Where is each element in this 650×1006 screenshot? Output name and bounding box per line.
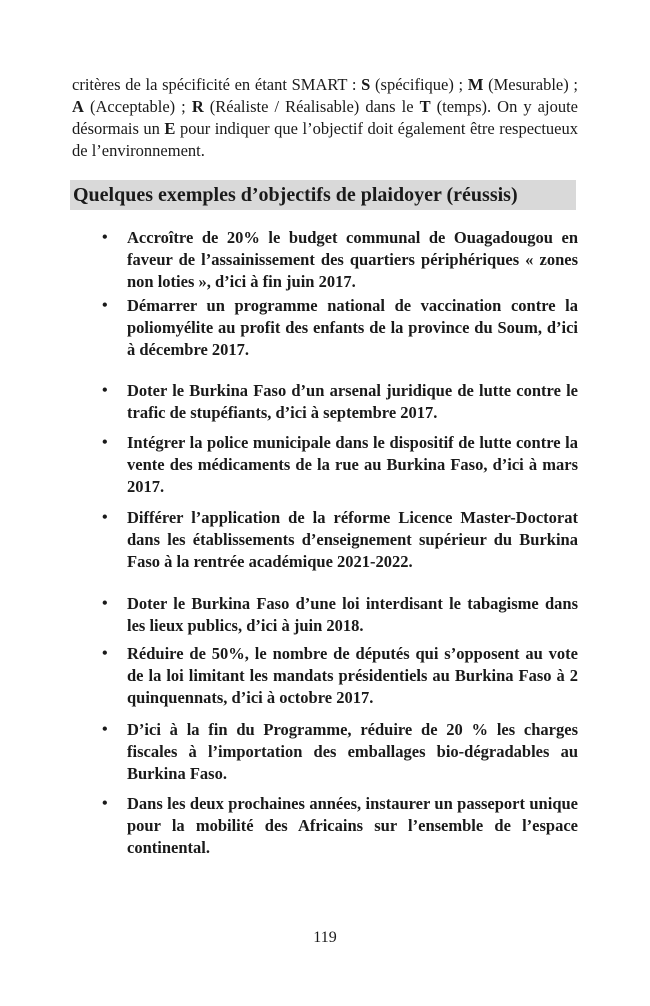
intro-text-5: (Réaliste / Réalisable) dans le — [203, 97, 420, 116]
list-item-text: Différer l’application de la réforme Licence Master-Doctorat dans les établissements d’enseignement supérieur du Burkina Faso à la rentrée académique 2021-2022. — [127, 508, 578, 571]
letter-e: E — [164, 119, 176, 138]
list-item-text: Doter le Burkina Faso d’un arsenal juridique de lutte contre le trafic de stupéfiants, d’ici à septembre 2017. — [127, 381, 578, 422]
letter-s: S — [361, 75, 371, 94]
intro-text-1: critères de la spécificité en étant SMART : — [72, 75, 362, 94]
list-item-text: Démarrer un programme national de vaccination contre la poliomyélite au profit des enfants de la province du Soum, d’ici à décembre 2017. — [127, 296, 578, 359]
list-item-text: Accroître de 20% le budget communal de Ouagadougou en faveur de l’assainissement des quartiers périphériques « zones non loties », d’ici à fin juin 2017. — [127, 228, 578, 291]
bullet-icon: • — [102, 509, 108, 526]
letter-t: T — [419, 97, 431, 116]
letter-m: M — [467, 75, 484, 94]
bullet-icon: • — [102, 795, 108, 812]
intro-text-3: (Mesurable) ; — [483, 75, 579, 94]
bullet-icon: • — [102, 721, 108, 738]
bullet-icon: • — [102, 382, 108, 399]
list-item-text: Intégrer la police municipale dans le dispositif de lutte contre la vente des médicaments de la rue au Burkina Faso, d’ici à mars 2017. — [127, 433, 578, 496]
intro-text-6: (temps). On y ajoute désormais un — [72, 97, 578, 138]
intro-paragraph — [72, 74, 578, 162]
bullet-icon: • — [102, 434, 108, 451]
letter-r: R — [191, 97, 204, 116]
list-item-text: Doter le Burkina Faso d’une loi interdisant le tabagisme dans les lieux publics, d’ici à juin 2018. — [127, 594, 578, 635]
page-number: 119 — [313, 929, 337, 946]
intro-text-4: (Acceptable) ; — [83, 97, 192, 116]
bullet-icon: • — [102, 297, 108, 314]
list-item-text: Dans les deux prochaines années, instaurer un passeport unique pour la mobilité des Africains sur l’ensemble de l’espace continental. — [127, 794, 578, 857]
bullet-icon: • — [102, 645, 108, 662]
letter-a: A — [72, 97, 84, 116]
section-heading: Quelques exemples d’objectifs de plaidoyer (réussis) — [70, 180, 576, 210]
bullet-icon: • — [102, 229, 108, 246]
intro-text-2: (spécifique) ; — [370, 75, 468, 94]
list-item-text: D’ici à la fin du Programme, réduire de 20 % les charges fiscales à l’importation des emballages bio-dégradables au Burkina Faso. — [127, 720, 578, 783]
bullet-icon: • — [102, 595, 108, 612]
list-item-text: Réduire de 50%, le nombre de députés qui s’opposent au vote de la loi limitant les mandats présidentiels au Burkina Faso à 2 quinquennats, d’ici à octobre 2017. — [127, 644, 578, 707]
intro-text-7: pour indiquer que l’objectif doit également être respectueux de l’environnement. — [72, 119, 579, 160]
